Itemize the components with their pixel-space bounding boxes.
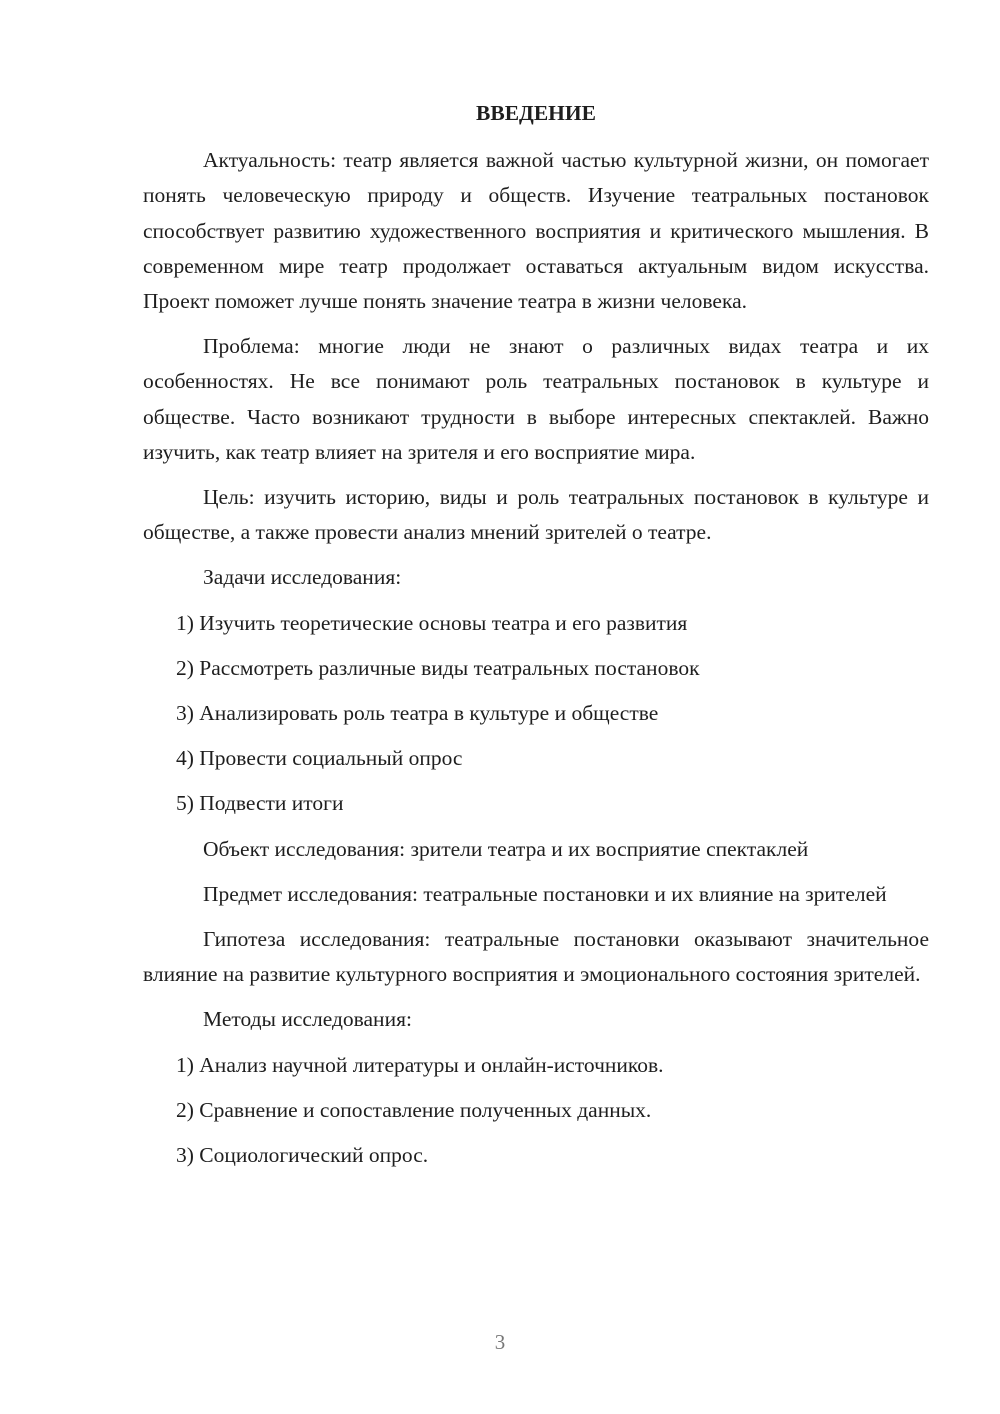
relevance-paragraph: Актуальность: театр является важной частью культурной жизни, он помогает понять человеческую природу и обществ. Изучение театральных постановок способствует развитию художественного восприятия и критического мышления. В современном мире театр продолжает оставаться актуальным видом искусства. Проект поможет лучше понять значение театра в жизни человека.: [143, 148, 929, 314]
list-item: 1) Изучить теоретические основы театра и его развития: [176, 610, 688, 635]
hypothesis-paragraph: Гипотеза исследования: театральные постановки оказывают значительное влияние на развитие культурного восприятия и эмоционального состояния зрителей.: [143, 927, 929, 987]
tasks-list: [143, 606, 929, 822]
list-item: 5) Подвести итоги: [176, 791, 344, 816]
list-item: 4) Провести социальный опрос: [176, 746, 463, 771]
list-item: 3) Социологический опрос.: [176, 1143, 429, 1168]
page-title: ВВЕДЕНИЕ: [476, 101, 596, 125]
page-number: 3: [494, 1330, 506, 1354]
problem-paragraph: Проблема: многие люди не знают о различных видах театра и их особенностях. Не все понимают роль театральных постановок в культуре и обществе. Часто возникают трудности в выборе интересных спектаклей. Важно изучить, как театр влияет на зрителя и его восприятие мира.: [143, 334, 929, 464]
methods-list: [143, 1048, 929, 1174]
list-item: 2) Сравнение и сопоставление полученных данных.: [176, 1097, 652, 1122]
object-paragraph: Объект исследования: зрители театра и их восприятие спектаклей: [203, 836, 809, 861]
list-item: 2) Рассмотреть различные виды театральных постановок: [176, 655, 700, 680]
list-item: 1) Анализ научной литературы и онлайн-источников.: [176, 1052, 664, 1077]
list-item: 3) Анализировать роль театра в культуре и обществе: [176, 701, 659, 726]
tasks-heading: Задачи исследования:: [203, 565, 402, 590]
goal-paragraph: Цель: изучить историю, виды и роль театральных постановок в культуре и обществе, а также провести анализ мнений зрителей о театре.: [143, 485, 929, 545]
methods-heading: Методы исследования:: [203, 1007, 412, 1032]
document-page: [143, 96, 929, 1183]
subject-paragraph: Предмет исследования: театральные постановки и их влияние на зрителей: [203, 881, 887, 906]
